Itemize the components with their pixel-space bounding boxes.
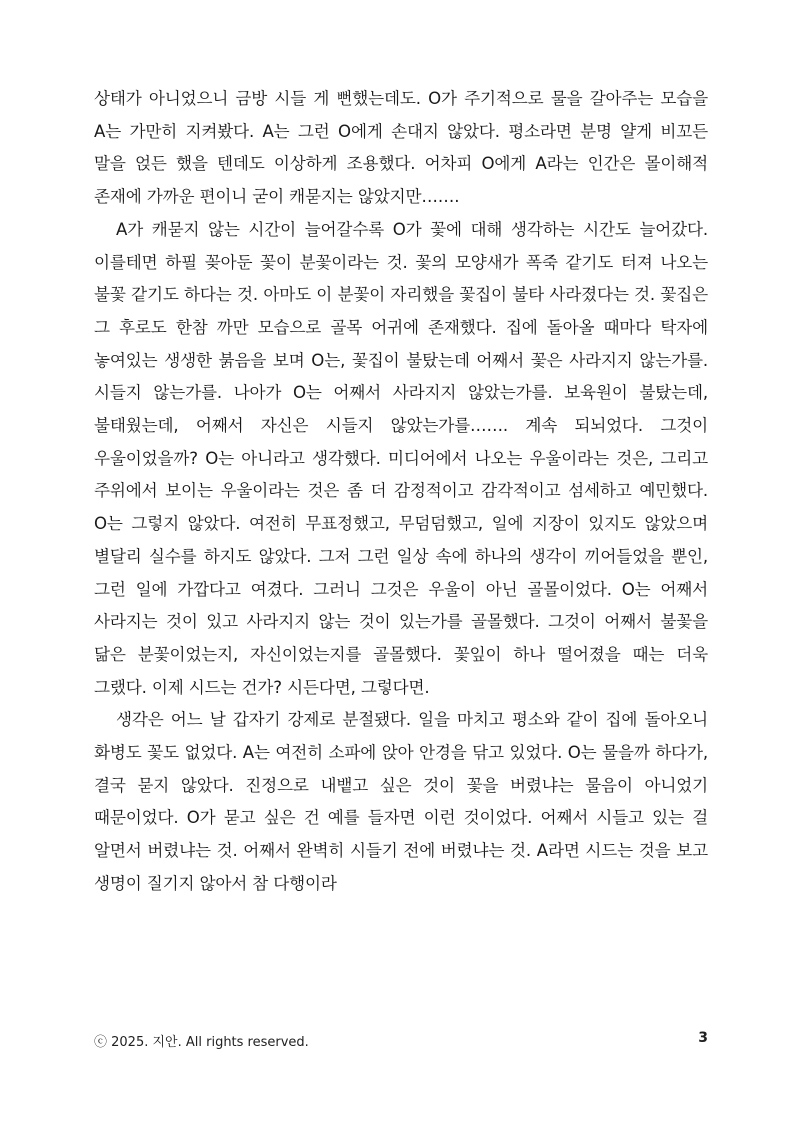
page-footer [94, 1029, 708, 1051]
paragraph-2: A가 캐묻지 않는 시간이 늘어갈수록 O가 꽃에 대해 생각하는 시간도 늘어갔다. 이를테면 하필 꽂아둔 꽃이 분꽃이라는 것. 꽃의 모양새가 폭죽 같기도 터져 나오는 불꽃 같기도 하다는 것. 아마도 이 분꽃이 자리했을 꽃집이 불타 사라졌다는 것. 꽃집은 그 후로도 한참 까만 모습으로 골목 어귀에 존재했다. 집에 돌아올 때마다 탁자에 놓여있는 생생한 붉음을 보며 O는, 꽃집이 불탔는데 어째서 꽃은 사라지지 않는가를. 시들지 않는가를. 나아가 O는 어째서 사라지지 않았는가를. 보육원이 불탔는데, 불태웠는데, 어째서 자신은 시들지 않았는가를……. 계속 되뇌었다. 그것이 우울이었을까? O는 아니라고 생각했다. 미디어에서 나오는 우울이라는 것은, 그리고 주위에서 보이는 우울이라는 것은 좀 더 감정적이고 감각적이고 섬세하고 예민했다. O는 그렇지 않았다. 여전히 무표정했고, 무덤덤했고, 일에 지장이 있지도 않았으며 별달리 실수를 하지도 않았다. 그저 그런 일상 속에 하나의 생각이 끼어들었을 뿐인, 그런 일에 가깝다고 여겼다. 그러니 그것은 우울이 아닌 골몰이었다. O는 어째서 사라지는 것이 있고 사라지지 않는 것이 있는가를 골몰했다. 그것이 어째서 불꽃을 닮은 분꽃이었는지, 자신이었는지를 골몰했다. 꽃잎이 하나 떨어졌을 때는 더욱 그랬다. 이제 시드는 건가? 시든다면, 그렇다면. [94, 219, 708, 697]
copyright-notice: ⓒ 2025. 지안. All rights reserved. [94, 1035, 309, 1050]
document-body [94, 83, 708, 901]
paragraph-3: 생각은 어느 날 갑자기 강제로 분절됐다. 일을 마치고 평소와 같이 집에 돌아오니 화병도 꽃도 없었다. A는 여전히 소파에 앉아 안경을 닦고 있었다. O는 물을까 하다가, 결국 묻지 않았다. 진정으로 내뱉고 싶은 것이 꽃을 버렸냐는 물음이 아니었기 때문이었다. O가 묻고 싶은 건 예를 들자면 이런 것이었다. 어째서 시들고 있는 걸 알면서 버렸냐는 것. 어째서 완벽히 시들기 전에 버렸냐는 것. A라면 시드는 것을 보고 생명이 질기지 않아서 참 다행이라 [94, 710, 708, 893]
page-number: 3 [698, 1030, 708, 1046]
paragraph-1: 상태가 아니었으니 금방 시들 게 뻔했는데도. O가 주기적으로 물을 갈아주는 모습을 A는 가만히 지켜봤다. A는 그런 O에게 손대지 않았다. 평소라면 분명 얄게 비꼬든 말을 얹든 했을 텐데도 이상하게 조용했다. 어차피 O에게 A라는 인간은 몰이해적 존재에 가까운 편이니 굳이 캐묻지는 않았지만……. [94, 89, 708, 207]
